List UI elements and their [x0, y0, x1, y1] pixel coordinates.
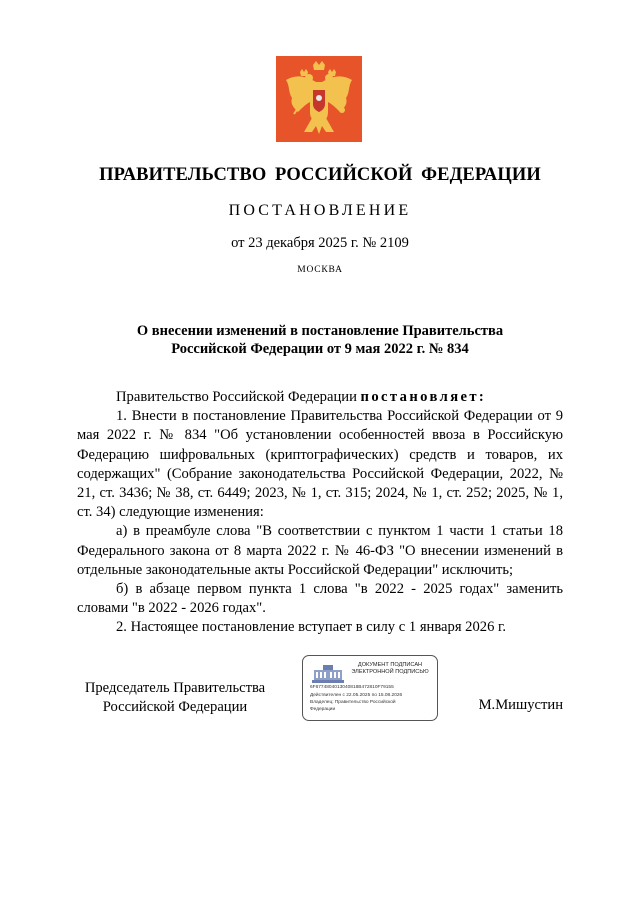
- stamp-heading-line-1: ДОКУМЕНТ ПОДПИСАН: [357, 662, 423, 668]
- document-date-number: от 23 декабря 2025 г. № 2109: [231, 235, 409, 251]
- coat-of-arms-icon: [276, 56, 362, 142]
- document-body: [77, 388, 563, 638]
- signer-position-line-2: Российской Федерации: [102, 699, 248, 715]
- subject-line-2: Российской Федерации от 9 мая 2022 г. № 834: [171, 341, 469, 357]
- electronic-signature-stamp: [302, 655, 438, 721]
- government-building-icon: [311, 664, 345, 684]
- signer-position: [60, 679, 290, 717]
- stamp-heading-line-2: ЭЛЕКТРОННОЙ ПОДПИСЬЮ: [351, 669, 429, 675]
- subject-line-1: О внесении изменений в постановление Правительства: [136, 323, 504, 339]
- subparagraph-b: б) в абзаце первом пункта 1 слова "в 2022 - 2025 годах" заменить словами "в 2022 - 2026 годах".: [77, 581, 563, 617]
- document-city: МОСКВА: [297, 265, 343, 275]
- document-type: ПОСТАНОВЛЕНИЕ: [228, 202, 412, 219]
- stamp-validity: Действителен с 22.05.2025 по 15.08.2026: [310, 693, 403, 698]
- decree-word: постановляет:: [360, 389, 487, 405]
- signer-name: М.Мишустин: [478, 697, 563, 713]
- preamble-text: Правительство Российской Федерации: [116, 389, 361, 405]
- document-subject: [0, 322, 640, 358]
- stamp-owner-line-1: Владелец: Правительство Российской: [310, 700, 396, 705]
- stamp-certificate: 6F6774804013040818B472810F79155: [310, 685, 394, 690]
- government-title: ПРАВИТЕЛЬСТВО РОССИЙСКОЙ ФЕДЕРАЦИИ: [99, 165, 541, 185]
- stamp-heading: [347, 662, 433, 676]
- preamble-paragraph: [77, 388, 563, 407]
- signer-position-line-1: Председатель Правительства: [84, 680, 266, 696]
- paragraph-1: 1. Внести в постановление Правительства Российской Федерации от 9 мая 2022 г. № 834 "Об установлении особенностей ввоза в Российскую Федерацию шифровальных (криптографических) средств и товаров, их содержащих" (Собрание законодательства Российской Федерации, 2022, № 21, ст. 3436; № 38, ст. 6449; 2023, № 1, ст. 315; 2024, № 1, ст. 252; 2025, № 1, ст. 34) следующие изменения:: [77, 408, 563, 521]
- subparagraph-a: а) в преамбуле слова "В соответствии с пунктом 1 части 1 статьи 18 Федерального закона от 8 марта 2022 г. № 46-ФЗ "О внесении изменений в отдельные законодательные акты Российской Федерации" исключить;: [77, 523, 563, 578]
- stamp-owner-line-2: Федерации: [310, 707, 336, 712]
- paragraph-2: 2. Настоящее постановление вступает в силу с 1 января 2026 г.: [116, 619, 506, 636]
